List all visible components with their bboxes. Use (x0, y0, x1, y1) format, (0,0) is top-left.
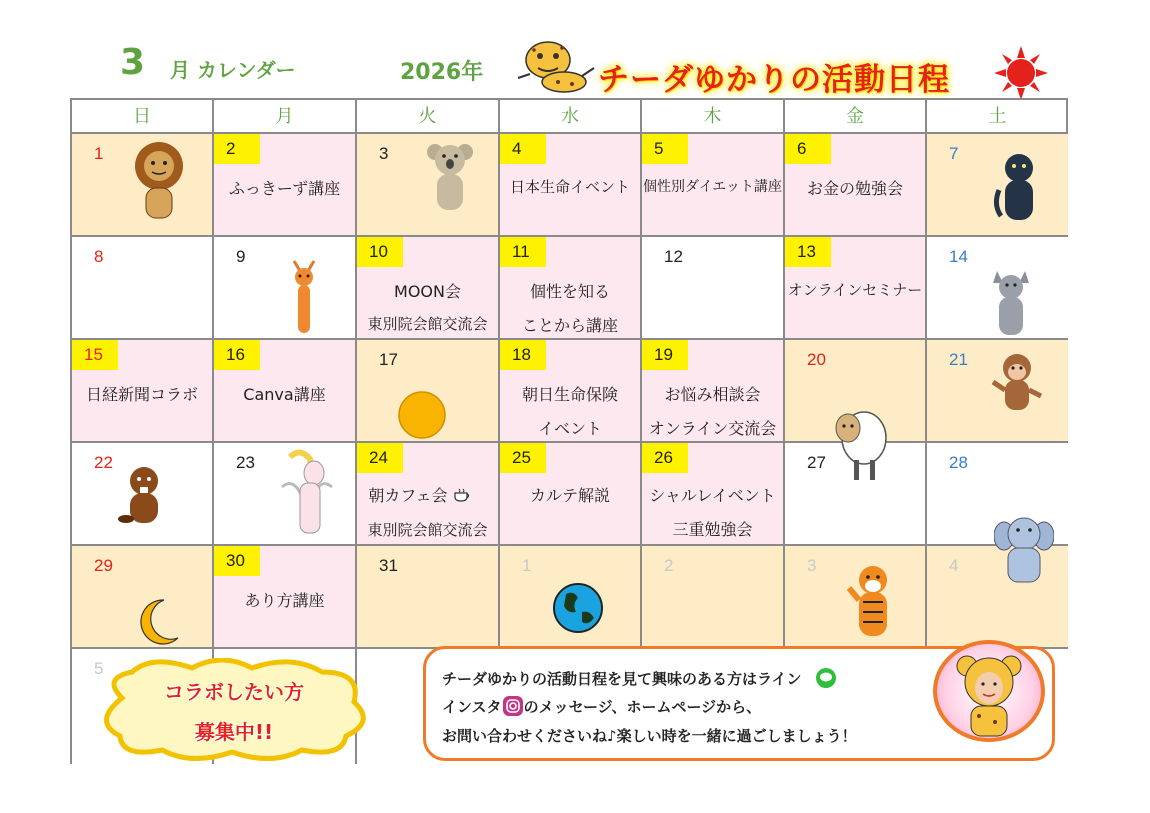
event-label: 日本生命イベント (509, 178, 630, 196)
earth-icon (552, 582, 604, 634)
day-cell[interactable] (357, 443, 500, 546)
day-number: 3 (379, 144, 389, 163)
message-line-2: インスタ のメッセージ、ホームページから、 (442, 695, 761, 717)
day-cell[interactable] (214, 546, 357, 649)
day-number: 29 (94, 556, 113, 575)
day-cell[interactable] (72, 546, 214, 649)
month-label: 月 カレンダー (170, 58, 296, 82)
day-number: 22 (94, 453, 113, 472)
day-cell[interactable] (72, 340, 214, 443)
day-number: 3 (807, 556, 817, 575)
weekday-tuesday: 火 (357, 100, 500, 134)
day-number: 8 (94, 247, 104, 266)
day-number: 6 (785, 134, 831, 164)
sun-icon (994, 46, 1048, 100)
day-cell[interactable] (642, 134, 785, 237)
page-title: チーダゆかりの活動日程 (598, 62, 950, 98)
day-number: 25 (500, 443, 546, 473)
day-number: 24 (357, 443, 403, 473)
full-moon-icon (397, 390, 447, 440)
day-cell[interactable] (500, 237, 642, 340)
deer-icon (286, 257, 322, 337)
event-label: 日経新聞コラボ (85, 385, 198, 404)
day-number: 11 (500, 237, 546, 267)
day-cell[interactable] (642, 340, 785, 443)
event-label: お悩み相談会 (664, 385, 761, 404)
cloud-shape (92, 658, 376, 762)
koala-icon (427, 140, 473, 214)
event-label: 個性別ダイエット講座 (643, 179, 782, 195)
avatar (933, 640, 1045, 742)
day-number: 19 (642, 340, 688, 370)
day-cell[interactable] (927, 340, 1068, 443)
line-icon[interactable] (815, 667, 837, 689)
day-number: 4 (500, 134, 546, 164)
event-label: Canva講座 (243, 385, 326, 404)
day-number: 2 (214, 134, 260, 164)
day-number: 5 (94, 659, 104, 678)
pegasus-icon (280, 447, 334, 543)
event-label: シャルレイベント (649, 486, 776, 505)
event-label: 三重勉強会 (672, 520, 753, 539)
day-cell[interactable] (500, 443, 642, 546)
weekday-thursday: 木 (642, 100, 785, 134)
collab-callout (92, 658, 376, 762)
event-label: 東別院会館交流会 (367, 521, 488, 539)
day-cell[interactable] (214, 443, 357, 546)
day-number: 1 (522, 556, 532, 575)
day-number: 4 (949, 556, 959, 575)
sheep-icon (832, 404, 888, 482)
day-cell[interactable] (72, 237, 214, 340)
tiger-icon (845, 562, 901, 642)
coffee-cup-icon (453, 487, 471, 503)
day-cell[interactable] (927, 134, 1068, 237)
event-label: ことから講座 (521, 316, 618, 335)
day-number: 2 (664, 556, 674, 575)
event-label: ふっきーず講座 (228, 179, 341, 198)
day-number: 16 (214, 340, 260, 370)
day-number: 10 (357, 237, 403, 267)
day-number: 14 (949, 247, 968, 266)
event-label: イベント (537, 419, 602, 438)
day-number: 31 (379, 556, 398, 575)
day-number: 5 (642, 134, 688, 164)
weekday-saturday: 土 (927, 100, 1068, 134)
weekday-wednesday: 水 (500, 100, 642, 134)
event-label: 東別院会館交流会 (367, 315, 488, 333)
event-label: カルテ解説 (529, 486, 610, 505)
panther-icon (993, 150, 1045, 230)
day-cell[interactable] (785, 237, 927, 340)
day-number: 30 (214, 546, 260, 576)
day-cell[interactable] (357, 546, 500, 649)
event-label: オンラインセミナー (787, 281, 923, 299)
day-number: 12 (664, 247, 683, 266)
day-number: 1 (94, 144, 104, 163)
day-number: 15 (72, 340, 118, 370)
cheetah-costume-portrait (951, 652, 1027, 738)
event-label: あり方講座 (244, 591, 325, 610)
day-cell[interactable] (500, 546, 642, 649)
event-label: MOON会 (394, 282, 461, 301)
event-label: 朝カフェ会 (357, 483, 490, 506)
day-cell[interactable] (72, 134, 214, 237)
day-cell[interactable] (357, 237, 500, 340)
collab-line-1: コラボしたい方 (164, 680, 304, 704)
day-cell[interactable] (214, 134, 357, 237)
day-cell[interactable] (927, 237, 1068, 340)
day-cell[interactable] (642, 443, 785, 546)
day-cell[interactable] (214, 340, 357, 443)
message-line-1: チーダゆかりの活動日程を見て興味のある方はライン (442, 667, 837, 689)
day-number: 20 (807, 350, 826, 369)
wolf-icon (989, 267, 1033, 337)
day-number: 9 (236, 247, 246, 266)
day-number: 23 (236, 453, 255, 472)
day-cell[interactable] (642, 237, 785, 340)
day-number: 13 (785, 237, 831, 267)
day-cell[interactable] (72, 443, 214, 546)
day-number: 28 (949, 453, 968, 472)
day-number: 18 (500, 340, 546, 370)
day-number: 27 (807, 453, 826, 472)
day-cell[interactable] (785, 546, 927, 649)
collab-line-2: 募集中!! (194, 720, 274, 744)
day-cell[interactable] (785, 134, 927, 237)
lion-icon (130, 140, 188, 224)
month-number: 3 (120, 42, 146, 83)
elephant-icon (994, 512, 1054, 584)
beaver-icon (118, 463, 170, 529)
day-cell[interactable] (357, 340, 500, 443)
event-label: 朝日生命保険 (521, 385, 618, 404)
event-label: お金の勉強会 (806, 179, 903, 198)
weekday-sunday: 日 (72, 100, 214, 134)
weekday-friday: 金 (785, 100, 927, 134)
day-cell[interactable] (214, 237, 357, 340)
day-cell[interactable] (357, 134, 500, 237)
crescent-moon-icon (134, 596, 182, 646)
day-number: 7 (949, 144, 959, 163)
event-label: 個性を知る (529, 282, 610, 301)
day-number: 21 (949, 350, 968, 369)
day-cell[interactable] (642, 546, 785, 649)
monkey-icon (991, 350, 1043, 420)
message-line-3: お問い合わせくださいね♪楽しい時を一緒に過ごしましょう！ (442, 727, 857, 745)
day-cell[interactable] (500, 340, 642, 443)
day-number: 26 (642, 443, 688, 473)
weekday-monday: 月 (214, 100, 357, 134)
instagram-icon[interactable] (502, 695, 524, 717)
cheetah-icon (508, 38, 596, 100)
event-label: オンライン交流会 (648, 419, 777, 438)
year-label: 2026年 (400, 60, 484, 85)
day-cell[interactable] (500, 134, 642, 237)
day-number: 17 (379, 350, 398, 369)
